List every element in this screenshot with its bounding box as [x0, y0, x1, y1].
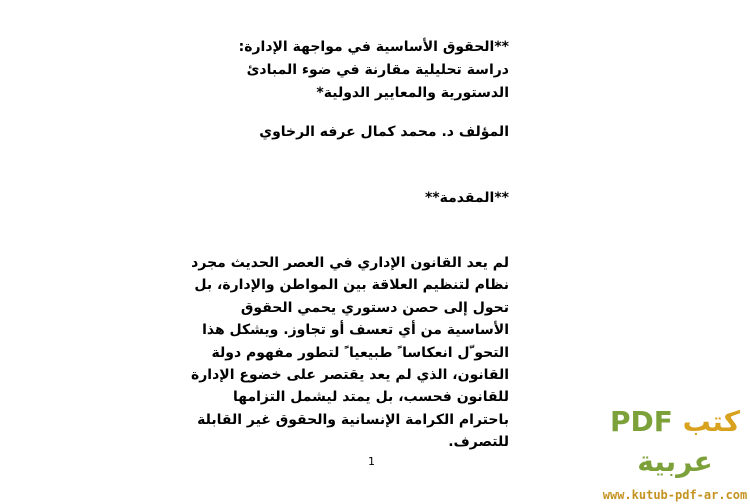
- paragraph-line: تحول إلى حصن دستوري يحمي الحقوق: [240, 299, 509, 316]
- watermark-word-pdf: PDF: [610, 405, 673, 438]
- body-paragraph: [191, 252, 509, 454]
- watermark-word-arabic: عربية: [637, 445, 713, 478]
- document-title: [239, 36, 509, 105]
- paragraph-line: القانون، الذي لم يعد يقتصر على خضوع الإدارة: [190, 367, 509, 384]
- paragraph-line: نظام لتنظيم العلاقة بين المواطن والإدارة، بل: [194, 277, 509, 294]
- paragraph-line: التحو ّل انعكاسا ً طبيعيا ً لتطور مفهوم دولة: [211, 344, 509, 361]
- watermark-logo-text: [600, 402, 750, 482]
- title-line: دراسة تحليلية مقارنة في ضوء المبادئ: [246, 62, 509, 78]
- paragraph-line: لم يعد القانون الإداري في العصر الحديث مجرد: [191, 255, 509, 271]
- page-number: 1: [368, 455, 375, 468]
- paragraph-line: باحترام الكرامة الإنسانية والحقوق غير القابلة: [197, 411, 509, 428]
- paragraph-line: للقانون فحسب، بل يمتد ليشمل التزامها: [232, 389, 509, 406]
- title-line: الدستورية والمعايير الدولية*: [316, 85, 509, 101]
- author-line: المؤلف د. محمد كمال عرفه الرخاوي: [259, 124, 509, 140]
- watermark-url: www.kutub-pdf-ar.com: [602, 488, 748, 502]
- paragraph-line: الأساسية من أي تعسف أو تجاوز. ويشكل هذا: [202, 322, 509, 339]
- watermark-word-kutub: كتب: [682, 405, 740, 438]
- watermark-logo: [600, 402, 750, 504]
- paragraph-line: للتصرف.: [448, 434, 509, 451]
- section-heading: **المقدمة**: [424, 190, 509, 206]
- title-line: **الحقوق الأساسية في مواجهة الإدارة:: [238, 39, 509, 55]
